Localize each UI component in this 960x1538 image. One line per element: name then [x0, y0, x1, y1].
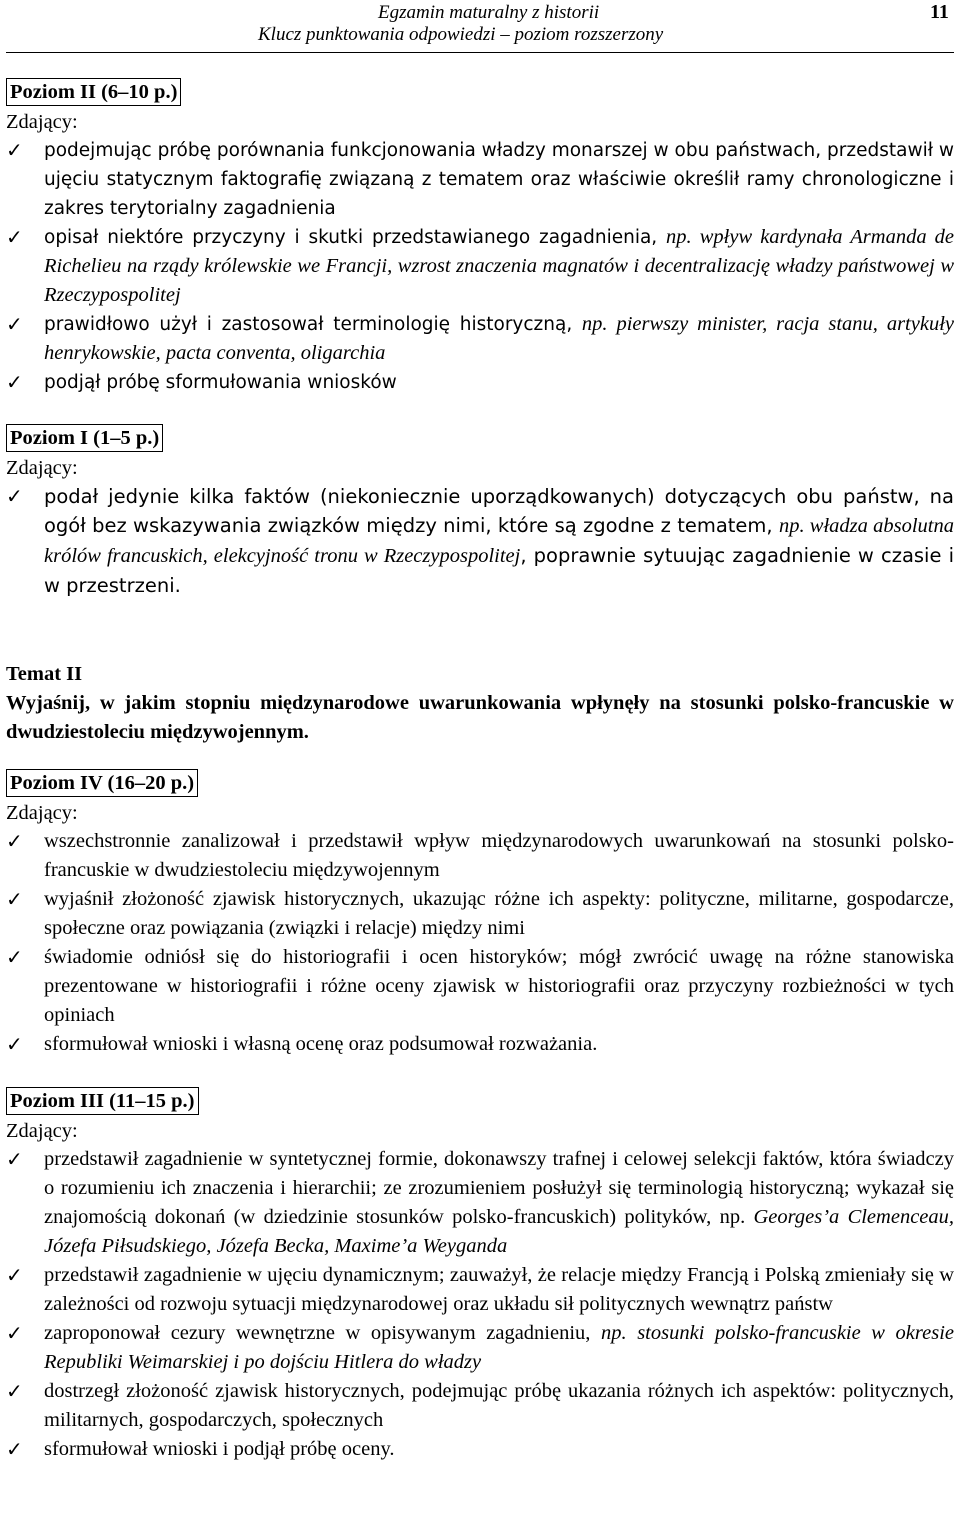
- header-key-subtitle: Klucz punktowania odpowiedzi – poziom rozszerzony: [258, 24, 664, 45]
- item-text: podjął próbę sformułowania wniosków: [44, 372, 397, 393]
- checkmark-icon: ✓: [6, 1379, 23, 1403]
- checkmark-icon: ✓: [6, 887, 23, 911]
- item-text: świadomie odniósł się do historiografii i ocen historyków; mógł zwrócić uwagę na różne stanowiska prezentowane w historiografii i różne oceny zjawisk w historiografii oraz przyczyny rozbieżności w tych opiniach: [44, 946, 954, 1026]
- checkmark-icon: ✓: [6, 1032, 23, 1056]
- checkmark-icon: ✓: [6, 312, 23, 336]
- item-text: sformułował wnioski i własną ocenę oraz podsumował rozważania.: [44, 1033, 598, 1055]
- item-text: prawidłowo użył i zastosował terminologię historyczną,: [44, 314, 582, 335]
- list-item: [6, 943, 954, 1030]
- document-body: [6, 78, 954, 1464]
- item-text: wyjaśnił złożoność zjawisk historycznych, ukazując różne ich aspekty: polityczne, militarne, gospodarcze, społeczne oraz powiązania (związki i relacje) między nimi: [44, 888, 954, 939]
- topic-question: Wyjaśnij, w jakim stopniu międzynarodowe uwarunkowania wpłynęły na stosunki polsko-francuskie w dwudziestoleciu międzywojennym.: [6, 692, 954, 743]
- list-item: [6, 1377, 954, 1435]
- checkmark-icon: ✓: [6, 945, 23, 969]
- list-item: [6, 1319, 954, 1377]
- list-item: [6, 1030, 954, 1059]
- item-example: np. władza absolutna królów francuskich, elekcyjność tronu w Rzeczypospolitej: [44, 515, 955, 567]
- item-text: podał jedynie kilka faktów (niekoniecznie uporządkowanych) dotyczących obu państw, na ogół bez wskazywania związków między nimi, które są zgodne z tematem,: [44, 485, 954, 537]
- list-item: [6, 223, 954, 310]
- level-4-label: Poziom IV (16–20 p.): [6, 769, 198, 797]
- item-text-tail: , poprawnie sytuując zagadnienie w czasie i w przestrzeni.: [44, 544, 954, 597]
- level-3-list: [6, 1145, 954, 1464]
- level-4-who: Zdający:: [6, 802, 78, 824]
- level-3-label: Poziom III (11–15 p.): [6, 1087, 199, 1115]
- checkmark-icon: ✓: [6, 1321, 23, 1345]
- item-example: np. wpływ kardynała Armanda de Richelieu na rządy królewskie we Francji, wzrost znaczenia magnatów i decentralizację władzy państwowej w Rzeczypospolitej: [44, 226, 954, 306]
- header-exam-title: Egzamin maturalny z historii: [378, 2, 600, 23]
- checkmark-icon: ✓: [6, 1263, 23, 1287]
- topic-section: [6, 660, 954, 747]
- list-item: [6, 1435, 954, 1464]
- checkmark-icon: ✓: [6, 1437, 23, 1461]
- item-text: zaproponował cezury wewnętrzne w opisywanym zagadnieniu,: [44, 1322, 601, 1344]
- page-number: 11: [930, 1, 949, 23]
- list-item: [6, 310, 954, 368]
- checkmark-icon: ✓: [6, 225, 23, 249]
- item-example: np. pierwszy minister, racja stanu, artykuły henrykowskie, pacta conventa, oligarchia: [44, 313, 954, 364]
- level-1-who: Zdający:: [6, 457, 78, 479]
- level-4-section: [6, 769, 954, 1059]
- item-example: np. stosunki polsko-francuskie w okresie Republiki Weimarskiej i po dojściu Hitlera do władzy: [44, 1322, 954, 1373]
- item-text: wszechstronnie zanalizował i przedstawił wpływ międzynarodowych uwarunkowań na stosunki polsko-francuskie w dwudziestoleciu międzywojennym: [44, 830, 954, 881]
- list-item: [6, 1145, 954, 1261]
- checkmark-icon: ✓: [6, 829, 23, 853]
- header-rule: [6, 52, 954, 53]
- item-example: Georges’a Clemenceau, Józefa Piłsudskiego, Józefa Becka, Maxime’a Weyganda: [44, 1206, 955, 1257]
- topic-title: Temat II: [6, 663, 83, 685]
- checkmark-icon: ✓: [6, 138, 23, 162]
- item-text: podejmując próbę porównania funkcjonowania władzy monarszej w obu państwach, przedstawił w ujęciu statycznym faktografię związaną z tematem oraz właściwie określił ramy chronologiczne i zakres terytorialny zagadnienia: [44, 140, 954, 219]
- list-item: [6, 136, 954, 223]
- checkmark-icon: ✓: [6, 1147, 23, 1171]
- item-text: dostrzegł złożoność zjawisk historycznych, podejmując próbę ukazania różnych ich aspektów: politycznych, militarnych, gospodarczych, społecznych: [44, 1380, 954, 1431]
- item-text: sformułował wnioski i podjął próbę oceny.: [44, 1438, 395, 1460]
- item-text: przedstawił zagadnienie w ujęciu dynamicznym; zauważył, że relacje między Francją i Polską zmieniały się w zależności od rozwoju sytuacji międzynarodowej oraz układu sił politycznych wewnątrz państw: [44, 1264, 954, 1315]
- level-3-section: [6, 1087, 954, 1464]
- list-item: [6, 482, 954, 600]
- level-2-list: [6, 136, 954, 397]
- level-1-label: Poziom I (1–5 p.): [6, 424, 163, 452]
- page-header: [0, 0, 960, 58]
- level-2-section: [6, 78, 954, 397]
- item-text: opisał niektóre przyczyny i skutki przedstawianego zagadnienia,: [44, 227, 667, 248]
- level-4-list: [6, 827, 954, 1059]
- level-2-label: Poziom II (6–10 p.): [6, 78, 181, 106]
- level-2-who: Zdający:: [6, 111, 78, 133]
- list-item: [6, 827, 954, 885]
- list-item: [6, 368, 954, 397]
- level-1-section: [6, 424, 954, 600]
- level-1-list: [6, 482, 954, 600]
- list-item: [6, 885, 954, 943]
- checkmark-icon: ✓: [6, 484, 23, 508]
- list-item: [6, 1261, 954, 1319]
- level-3-who: Zdający:: [6, 1120, 78, 1142]
- checkmark-icon: ✓: [6, 370, 23, 394]
- item-text: przedstawił zagadnienie w syntetycznej formie, dokonawszy trafnej i celowej selekcji faktów, która świadczy o rozumieniu ich znaczenia i hierarchii; ze zrozumieniem posłużył się terminologią historyczną; wykazał się znajomością dokonań (w dziedzinie stosunków polsko-francuskich) polityków, np.: [44, 1148, 954, 1228]
